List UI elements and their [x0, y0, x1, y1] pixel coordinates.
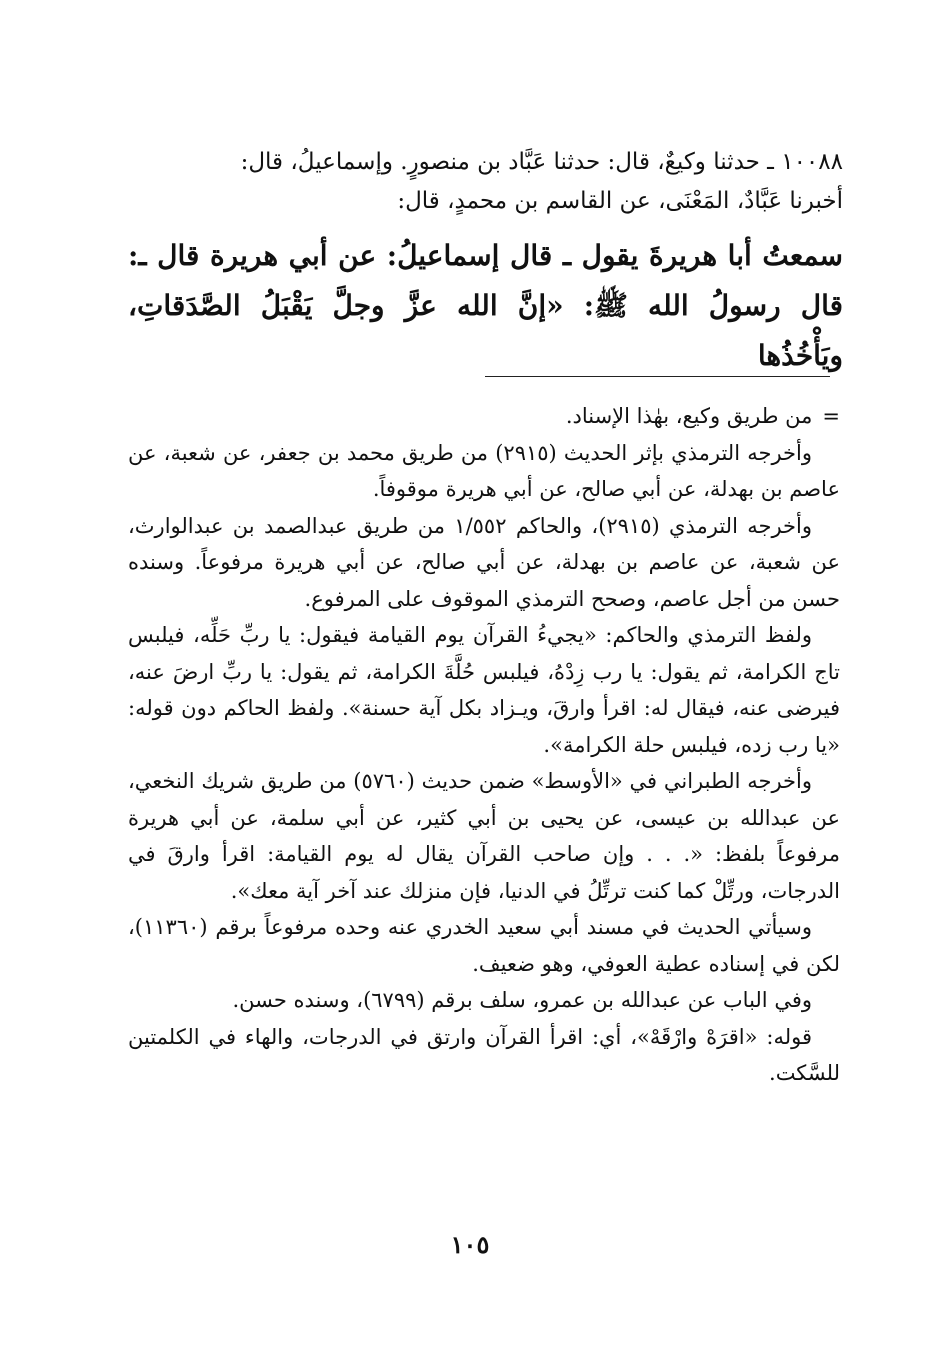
- footnote-paragraph: =من طريق وكيع، بهٰذا الإسناد.: [128, 398, 840, 435]
- footnote-paragraph: وأخرجه الطبراني في «الأوسط» ضمن حديث (٥٧٦٠) من طريق شريك النخعي، عن عبدالله بن عيسى، عن يحيى بن أبي كثير، عن أبي سلمة، عن أبي هريرة مرفوعاً بلفظ: «. . . وإن صاحب القرآن يقال له يوم القيامة: اقرأ وارقَ في الدرجات، ورتِّلْ كما كنت ترتِّلُ في الدنيا، فإن منزلك عند آخر آية معك».: [128, 769, 840, 903]
- footnote-paragraph: وأخرجه الترمذي بإثر الحديث (٢٩١٥) من طريق محمد بن جعفر، عن شعبة، عن عاصم بن بهدلة، عن أبي صالح، عن أبي هريرة موقوفاً.: [128, 440, 840, 501]
- hadith-isnad: [128, 143, 843, 221]
- hadith-text: [128, 143, 843, 381]
- footnotes: [128, 398, 840, 1092]
- page-number: ١٠٥: [450, 1230, 490, 1259]
- footnote-paragraph: قوله: «اقرَهْ وارْقَهْ»، أي: اقرأ القرآن وارتق في الدرجات، والهاء في الكلمتين للسَّكت.: [128, 1024, 840, 1085]
- footnote-separator: [485, 376, 830, 377]
- hadith-matn: سمعتُ أبا هريرةَ يقول ـ قال إسماعيلُ: عن أبي هريرة قال ـ: قال رسولُ الله ﷺ: «إنَّ الله عزَّ وجلَّ يَقْبَلُ الصَّدَقاتِ، ويَأْخُذُها: [128, 239, 843, 372]
- isnad-line-1: ١٠٠٨٨ ـ حدثنا وكيعٌ، قال: حدثنا عَبَّاد بن منصورٍ. وإسماعيلُ، قال:: [240, 149, 843, 175]
- isnad-line-2: أخبرنا عَبَّادٌ، المَعْنَى، عن القاسم بن محمدٍ، قال:: [397, 188, 843, 214]
- footnote-paragraph: وفي الباب عن عبدالله بن عمرو، سلف برقم (٦٧٩٩)، وسنده حسن.: [232, 988, 812, 1012]
- continuation-mark: =: [822, 404, 840, 428]
- footnote-paragraph: وسيأتي الحديث في مسند أبي سعيد الخدري عنه وحده مرفوعاً برقم (١١٣٦٠)، لكن في إسناده عطية العوفي، وهو ضعيف.: [128, 915, 840, 976]
- footnote-paragraph: وأخرجه الترمذي (٢٩١٥)، والحاكم ١/٥٥٢ من طريق عبدالصمد بن عبدالوارث، عن شعبة، عن عاصم بن بهدلة، عن أبي صالح، عن أبي هريرة مرفوعاً. وسنده حسن من أجل عاصم، وصحح الترمذي الموقوف على المرفوع.: [128, 513, 840, 611]
- footnote-paragraph: ولفظ الترمذي والحاكم: «يجيءُ القرآن يوم القيامة فيقول: يا ربِّ حَلِّه، فيلبس تاج الكرامة، ثم يقول: يا رب زِدْهُ، فيلبس حُلَّةَ الكرامة، ثم يقول: يا ربِّ ارضَ عنه، فيرضى عنه، فيقال له: اقرأ وارقَ، ويـزاد بكل آية حسنة». ولفظ الحاكم دون قوله: «يا رب زده، فيلبس حلة الكرامة».: [128, 623, 840, 757]
